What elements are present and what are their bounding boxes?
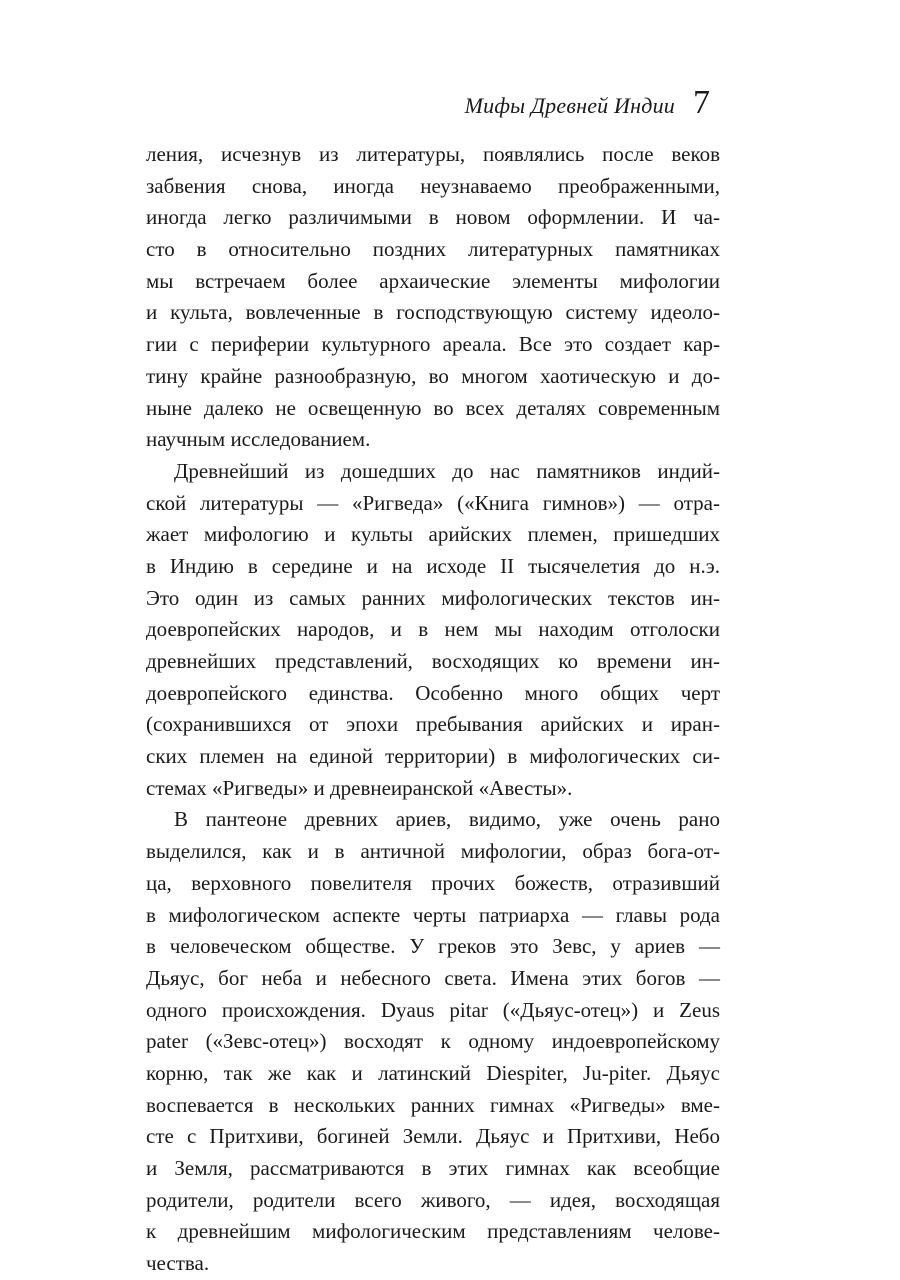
text-line: Дьяус, бог неба и небесного света. Имена этих богов — (146, 965, 720, 990)
running-title: Мифы Древней Индии (464, 93, 675, 118)
text-line: стемах «Ригведы» и древнеиранской «Авесты». (146, 775, 573, 800)
text-line: забвения снова, иногда неузнаваемо преображенными, (146, 173, 720, 198)
text-line: в мифологическом аспекте черты патриарха — главы рода (146, 902, 720, 927)
page-number: 7 (693, 84, 710, 121)
text-line: выделился, как и в античной мифологии, образ бога-от- (146, 839, 720, 864)
text-line: ныне далеко не освещенную во всех деталях современным (146, 395, 720, 420)
text-line: Это один из самых ранних мифологических текстов ин- (146, 585, 720, 610)
text-line: к древнейшим мифологическим представлениям челове- (146, 1219, 720, 1244)
text-line: древнейших представлений, восходящих ко времени ин- (146, 649, 720, 673)
text-line: (сохранившихся от эпохи пребывания арийских и иран- (146, 712, 720, 737)
text-line: воспевается в нескольких ранних гимнах «Ригведы» вме- (146, 1092, 720, 1117)
text-line: научным исследованием. (146, 427, 371, 452)
text-line: одного происхождения. Dyaus pitar («Дьяус-отец») и Zeus (146, 997, 720, 1022)
text-line: иногда легко различимыми в новом оформлении. И ча- (146, 205, 720, 230)
text-line: гии с периферии культурного ареала. Все это создает кар- (146, 332, 720, 357)
text-line: сто в относительно поздних литературных памятниках (146, 237, 720, 262)
text-line: мы встречаем более архаические элементы мифологии (146, 268, 720, 293)
text-line: в человеческом обществе. У греков это Зевс, у ариев — (146, 934, 720, 959)
text-line: доевропейских народов, и в нем мы находим отголоски (146, 617, 720, 642)
text-line: ления, исчезнув из литературы, появлялись после веков (146, 142, 720, 166)
body-text (146, 139, 720, 1280)
text-line: тину крайне разнообразную, во многом хаотическую и до- (146, 363, 720, 388)
text-line: pater («Зевс-отец») восходят к одному индоевропейскому (146, 1029, 720, 1054)
text-line: ца, верховного повелителя прочих божеств, отразивший (146, 870, 720, 895)
text-line: родители, родители всего живого, — идея, восходящая (146, 1187, 720, 1212)
text-line: корню, так же как и латинский Diespiter, Ju-piter. Дьяус (146, 1060, 720, 1085)
text-line: в Индию в середине и на исходе II тысячелетия до н.э. (146, 553, 720, 578)
text-line: чества. (146, 1251, 210, 1276)
running-head (465, 86, 710, 120)
text-line: ской литературы — «Ригведа» («Книга гимнов») — отра- (146, 490, 720, 515)
text-line: жает мифологию и культы арийских племен, пришедших (146, 522, 720, 547)
text-line: сте с Притхиви, богиней Земли. Дьяус и Притхиви, Небо (146, 1124, 720, 1149)
text-line: и культа, вовлеченные в господствующую систему идеоло- (146, 300, 720, 325)
text-line: В пантеоне древних ариев, видимо, уже очень рано (174, 807, 720, 832)
text-line: ских племен на единой территории) в мифологических си- (146, 744, 720, 769)
text-line: доевропейского единства. Особенно много общих черт (146, 680, 720, 705)
text-line: и Земля, рассматриваются в этих гимнах как всеобщие (146, 1156, 720, 1180)
text-line: Древнейший из дошедших до нас памятников индий- (174, 458, 720, 483)
